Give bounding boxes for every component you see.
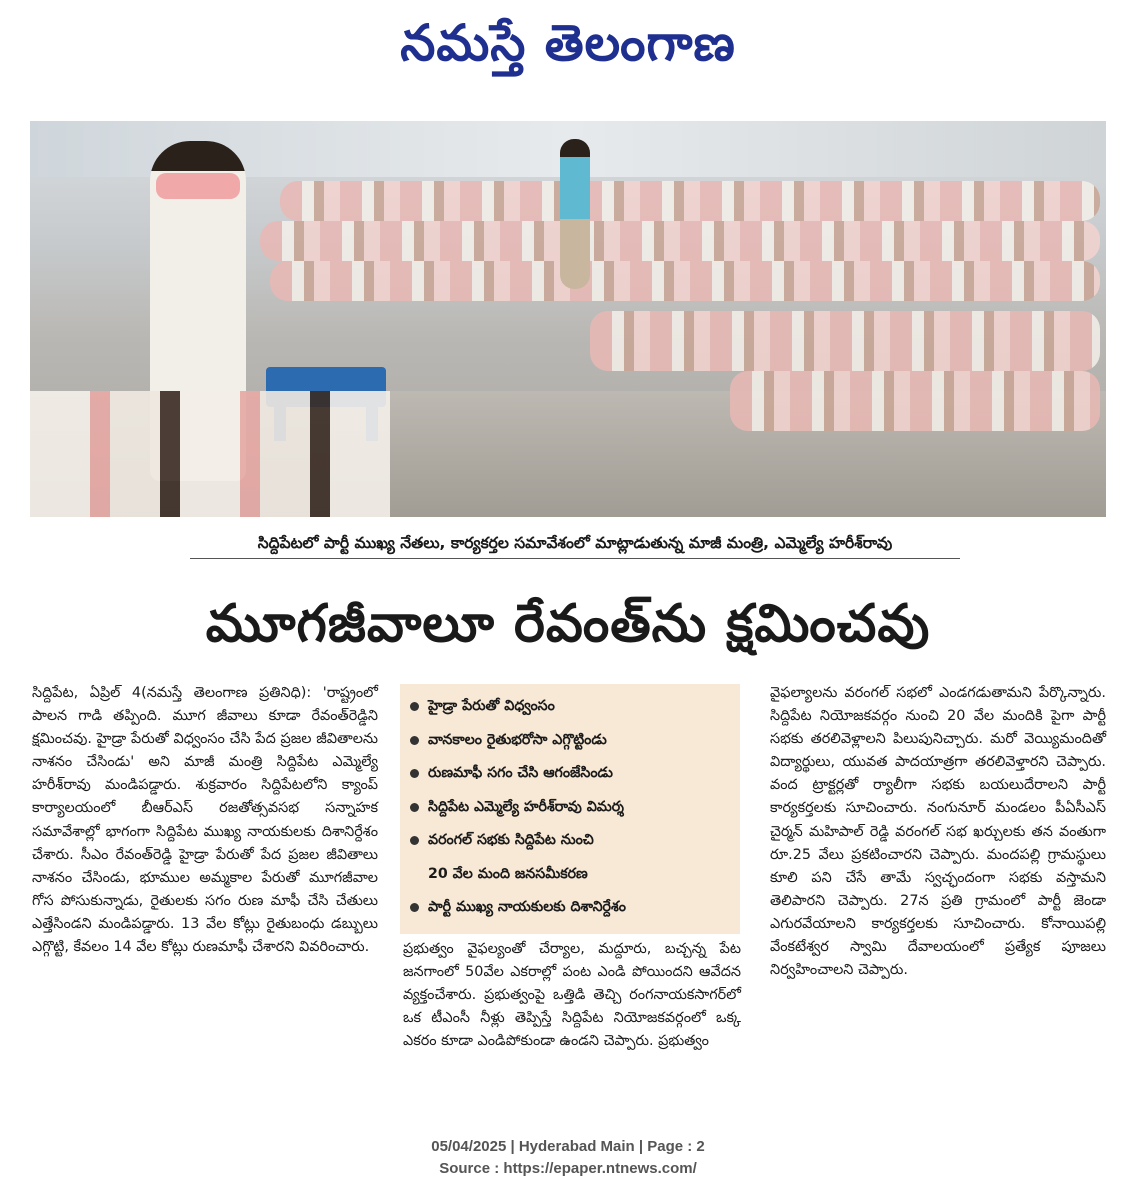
highlight-text: వరంగల్ సభకు సిద్దిపేట నుంచి xyxy=(428,832,594,848)
article-paragraph: సిద్దిపేట, ఏప్రిల్ 4(నమస్తే తెలంగాణ ప్రతినిధి): 'రాష్ట్రంలో పాలన గాడి తప్పింది. మూగ జీవాలు కూడా రేవంత్‌రెడ్డిని క్షమించవు. హైడ్రా పేరుతో విధ్వంసం చేసి పేద ప్రజల జీవితాలను నాశనం చేసిండు' అని మాజీ మంత్రి సిద్దిపేట ఎమ్మెల్యే హరీశ్‌రావు మండిపడ్డారు. శుక్రవారం సిద్దిపేటలోని క్యాంప్ కార్యాలయంలో బీఆర్‌ఎస్ రజతోత్సవసభ సన్నాహక సమావేశాల్లో భాగంగా సిద్దిపేట ముఖ్య నాయకులకు దిశానిర్దేశం చేశారు. సీఎం రేవంత్‌రెడ్డి హైడ్రా పేరుతో పేద ప్రజల జీవితాలు నాశనం చేసిండు, భూముల అమ్మకాల పేరుతో మూగజీవాల గోస పోసుకున్నాడు, రైతులకు సగం రుణ మాఫీ చేసి చేతులు ఎత్తేసిండని మండిపడ్డారు. 13 వేల కోట్లు రైతుబంధు డబ్బులు ఎగ్గొట్టి, కేవలం 14 వేల కోట్లు రుణమాఫీ చేశారని వివరించారు. xyxy=(32,685,378,956)
highlight-item xyxy=(408,858,730,892)
bullet-icon xyxy=(410,803,419,812)
footer-edition-info: 05/04/2025 | Hyderabad Main | Page : 2 xyxy=(431,1138,705,1155)
photo-caption: సిద్దిపేటలో పార్టీ ముఖ్య నేతలు, కార్యకర్తల సమావేశంలో మాట్లాడుతున్న మాజీ మంత్రి, ఎమ్మెల్యే హరీశ్‌రావు xyxy=(190,528,960,559)
news-photo xyxy=(30,121,1106,517)
newspaper-masthead: నమస్తే తెలంగాణ xyxy=(400,13,736,72)
article-column-3 xyxy=(770,682,1106,982)
photo-crowd-row xyxy=(270,261,1100,301)
highlight-text: వానకాలం రైతుభరోసా ఎగ్గొట్టిండు xyxy=(428,731,607,748)
photo-crowd-row xyxy=(260,221,1100,261)
page-footer xyxy=(0,1136,1136,1180)
article-paragraph: ప్రభుత్వం వైఫల్యంతో చేర్యాల, మద్దూరు, బచ్చన్న పేట జనగాంలో 50వేల ఎకరాల్లో పంట ఎండి పోయిందని ఆవేదన వ్యక్తంచేశారు. ప్రభుత్వంపై ఒత్తిడి తెచ్చి రంగనాయకసాగర్‌లో ఒక టీఎంసీ నీళ్లు తెప్పిస్తే సిద్దిపేట నియోజకవర్గంలో ఒక్క ఎకరం కూడా ఎండిపోకుండా ఉండని చెప్పారు. ప్రభుత్వం xyxy=(403,941,741,1050)
bullet-icon xyxy=(410,769,419,778)
bullet-icon xyxy=(410,736,419,745)
photo-speaker-scarf xyxy=(156,173,240,199)
article-paragraph: వైఫల్యాలను వరంగల్ సభలో ఎండగడుతామని పేర్కొన్నారు. సిద్దిపేట నియోజకవర్గం నుంచి 20 వేల మందికి పైగా పార్టీ సభకు తరలివెళ్లాలని పిలుపునిచ్చారు. మరో వెయ్యిమందితో విద్యార్థులు, యువత పాదయాత్రగా తరలివెళ్తారని చెప్పారు. వంద ట్రాక్టర్లతో ర్యాలీగా సభకు బయలుదేరాలని పార్టీ కార్యకర్తలకు సూచించారు. నంగునూర్ మండలం పీఏసీఎస్ చైర్మన్ మహిపాల్ రెడ్డి వరంగల్ సభ ఖర్చులకు తన వంతుగా రూ.25 వేలు ప్రకటించారని చెప్పారు. మందపల్లి గ్రామస్థులు కూలి పని చేసే తామే స్వచ్ఛందంగా సభకు వస్తామని తెలిపారని చెప్పారు. 27న ప్రతి గ్రామంలో పార్టీ జెండా ఎగురవేయాలని కార్యకర్తలకు సూచించారు. కోనాయిపల్లి వేంకటేశ్వర స్వామి దేవాలయంలో ప్రత్యేక పూజలు నిర్వహించాలని చెప్పారు. xyxy=(770,685,1106,979)
highlight-item xyxy=(408,891,730,925)
highlight-text: 20 వేల మంది జనసమీకరణ xyxy=(428,865,588,882)
photo-crowd-row xyxy=(280,181,1100,221)
bullet-icon xyxy=(410,836,419,845)
photo-front-audience xyxy=(30,391,390,517)
article-column-2 xyxy=(403,938,741,1053)
highlight-item xyxy=(408,824,730,858)
article-headline: మూగజీవాలూ రేవంత్‌ను క్షమించవు xyxy=(205,594,931,654)
highlight-item xyxy=(408,791,730,825)
photo-crowd-row xyxy=(730,371,1100,431)
highlight-text: సిద్దిపేట ఎమ్మెల్యే హరీశ్‌రావు విమర్శ xyxy=(428,798,625,815)
photo-crowd-row xyxy=(590,311,1100,371)
bullet-icon xyxy=(410,702,419,711)
highlight-item xyxy=(408,757,730,791)
highlight-text: పార్టీ ముఖ్య నాయకులకు దిశానిర్దేశం xyxy=(428,899,626,915)
highlight-item xyxy=(408,724,730,758)
footer-source-link[interactable]: Source : https://epaper.ntnews.com/ xyxy=(439,1160,697,1177)
article-column-1 xyxy=(32,682,378,959)
highlight-text: హైడ్రా పేరుతో విధ్వంసం xyxy=(428,698,555,714)
highlights-box xyxy=(400,684,740,934)
photo-cameraman xyxy=(560,139,590,289)
highlight-text: రుణమాఫీ సగం చేసి ఆగంజేసిండు xyxy=(428,765,613,781)
bullet-icon xyxy=(410,903,419,912)
highlights-list xyxy=(408,690,730,925)
highlight-item xyxy=(408,690,730,724)
